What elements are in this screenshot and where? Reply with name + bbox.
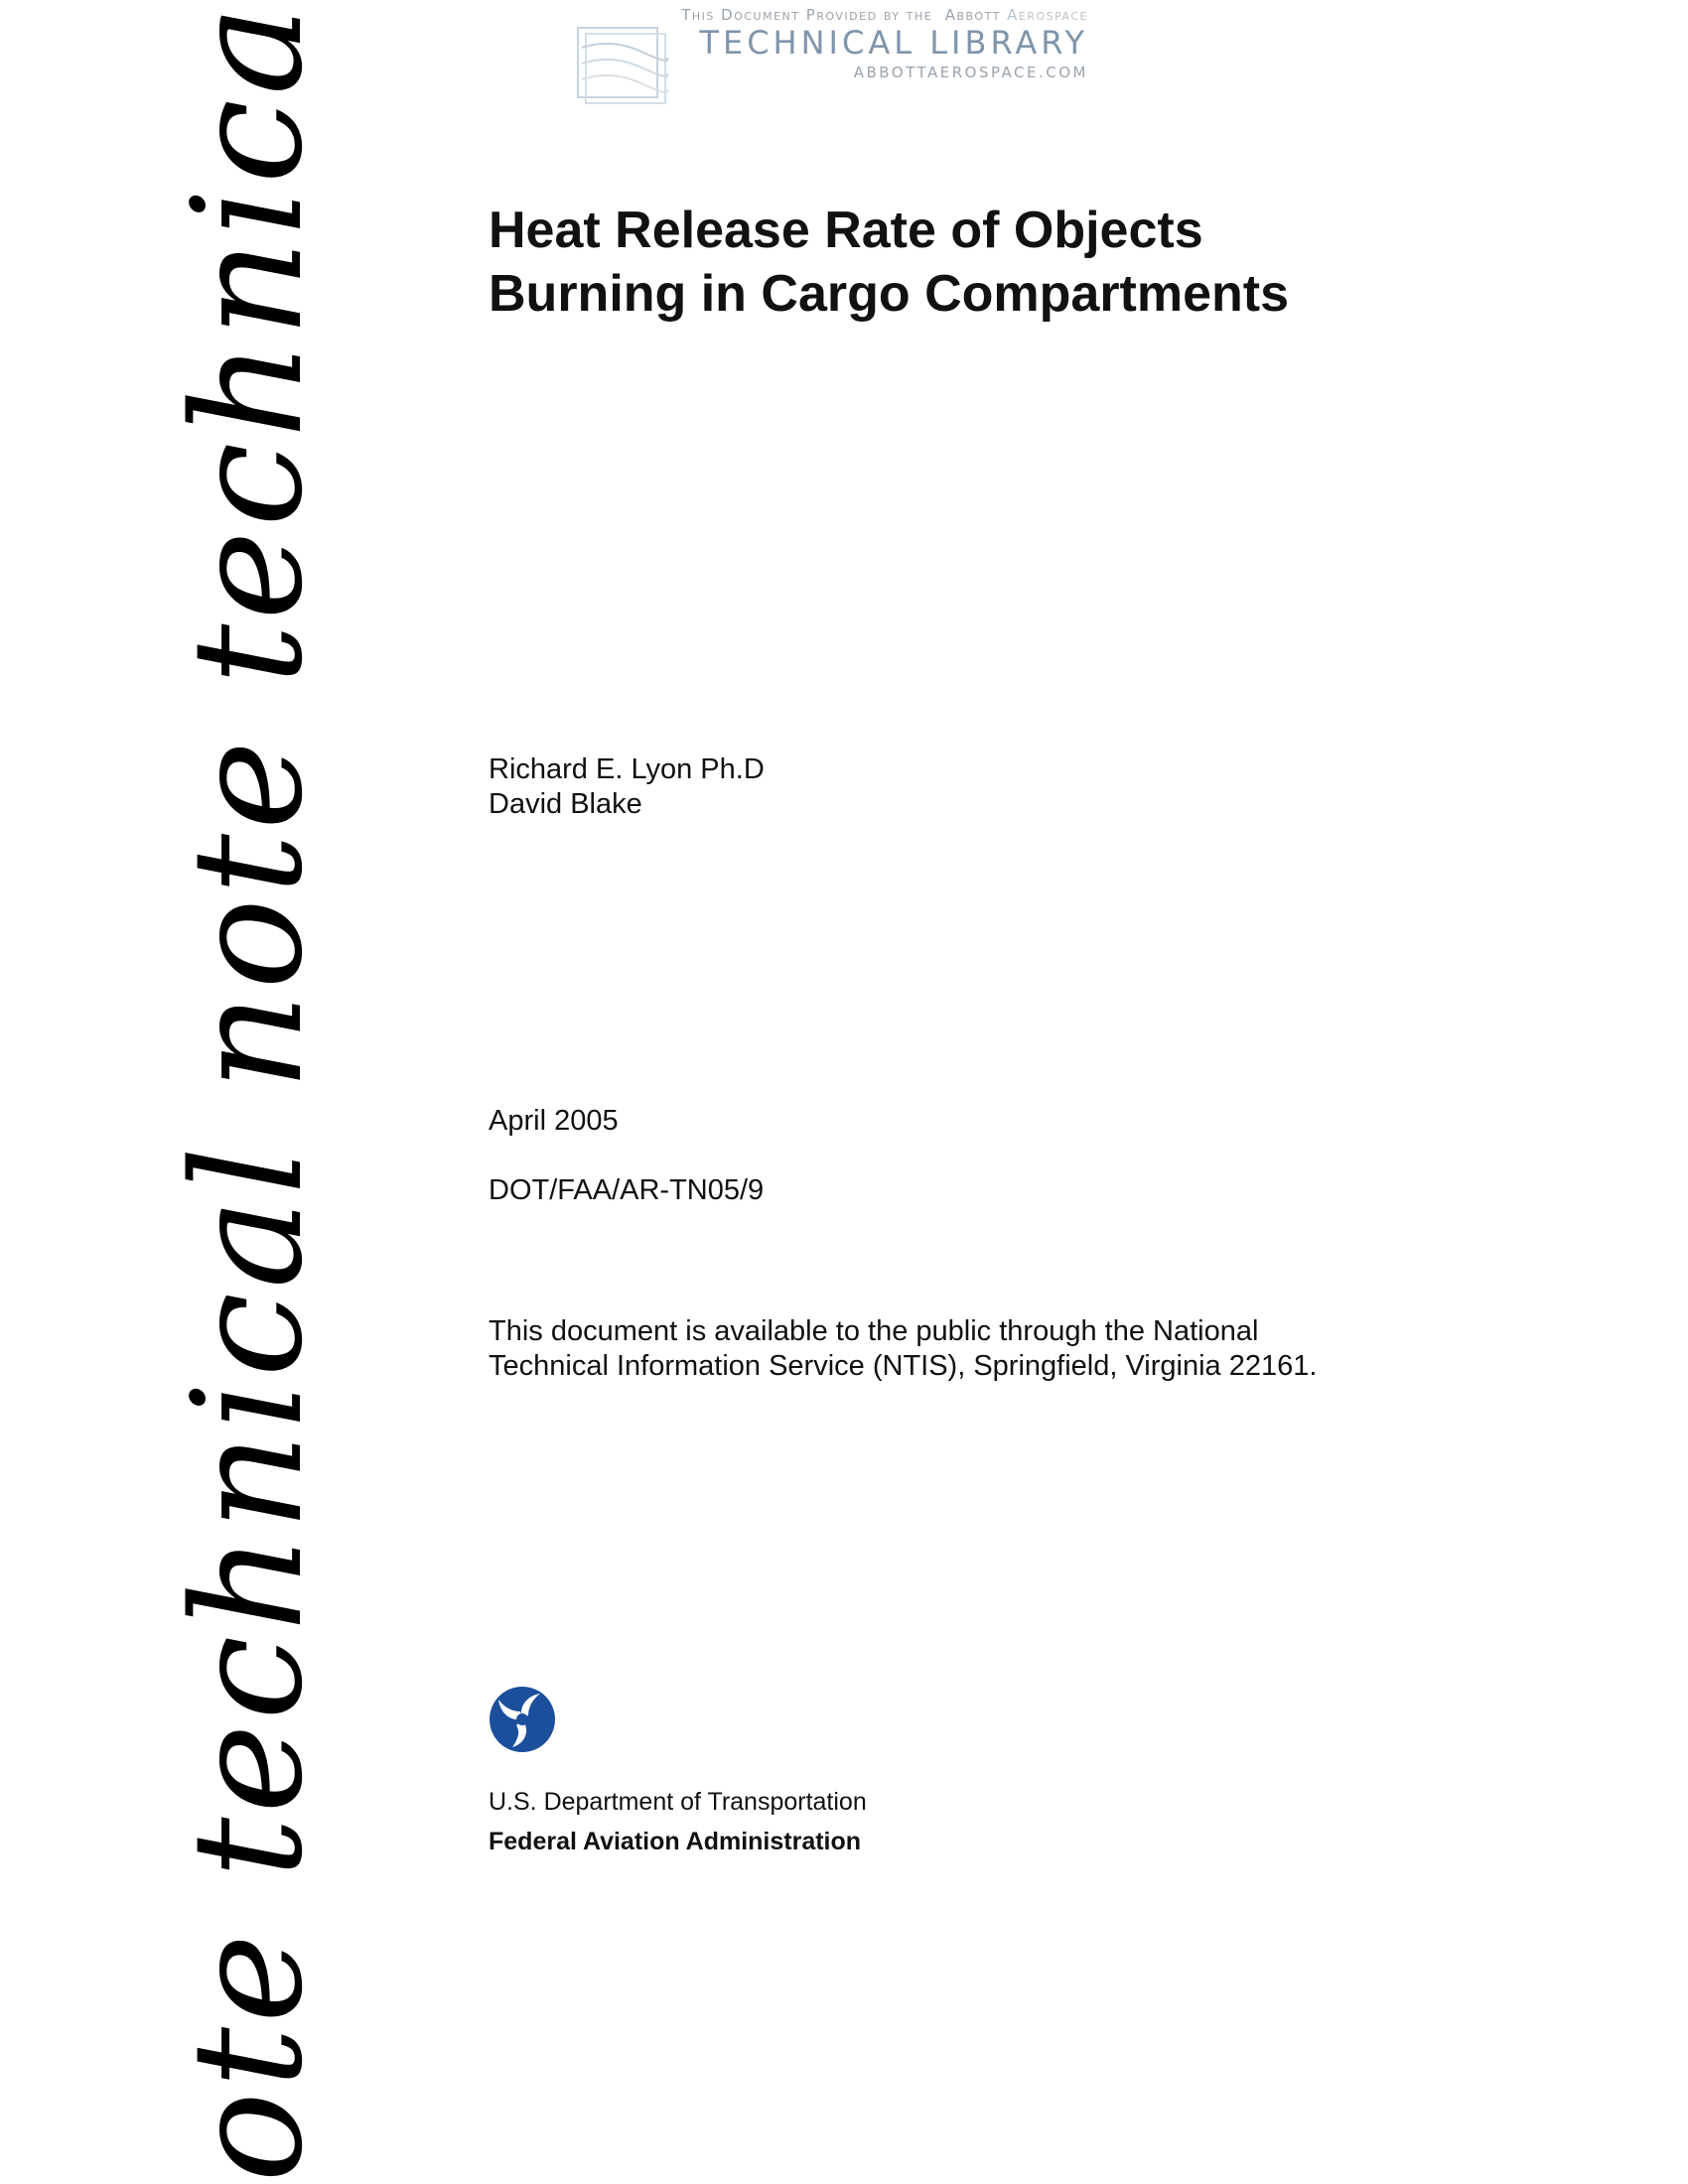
- stamp-provided-by: This Document Provided by the Abbott Aerospace: [681, 6, 1088, 24]
- side-banner: [139, 0, 357, 2184]
- authors: [489, 752, 765, 822]
- document-title: [489, 199, 1581, 326]
- title-line: Heat Release Rate of Objects: [489, 202, 1203, 259]
- agency-department: U.S. Department of Transportation: [489, 1788, 867, 1816]
- availability-statement: [489, 1314, 1317, 1384]
- stamp-brand-aerospace: Aerospace: [1007, 6, 1088, 24]
- author-name: David Blake: [489, 788, 642, 820]
- side-banner-text: ote technical note technica: [160, 1, 336, 2183]
- author-name: Richard E. Lyon Ph.D: [489, 753, 765, 785]
- title-line: Burning in Cargo Compartments: [489, 265, 1290, 323]
- report-date: April 2005: [489, 1105, 619, 1137]
- agency-administration: Federal Aviation Administration: [489, 1828, 862, 1855]
- availability-line: This document is available to the public through the National: [489, 1315, 1259, 1347]
- stamp-library-title: TECHNICAL LIBRARY: [699, 24, 1088, 62]
- library-stamp: [572, 4, 1088, 115]
- report-number: DOT/FAA/AR-TN05/9: [489, 1174, 765, 1206]
- dot-triskelion-logo-icon: [489, 1686, 556, 1753]
- stamp-brand-abbott: Abbott: [944, 6, 1001, 24]
- stamp-website: ABBOTTAEROSPACE.COM: [853, 64, 1088, 81]
- availability-line: Technical Information Service (NTIS), Springfield, Virginia 22161.: [489, 1350, 1318, 1382]
